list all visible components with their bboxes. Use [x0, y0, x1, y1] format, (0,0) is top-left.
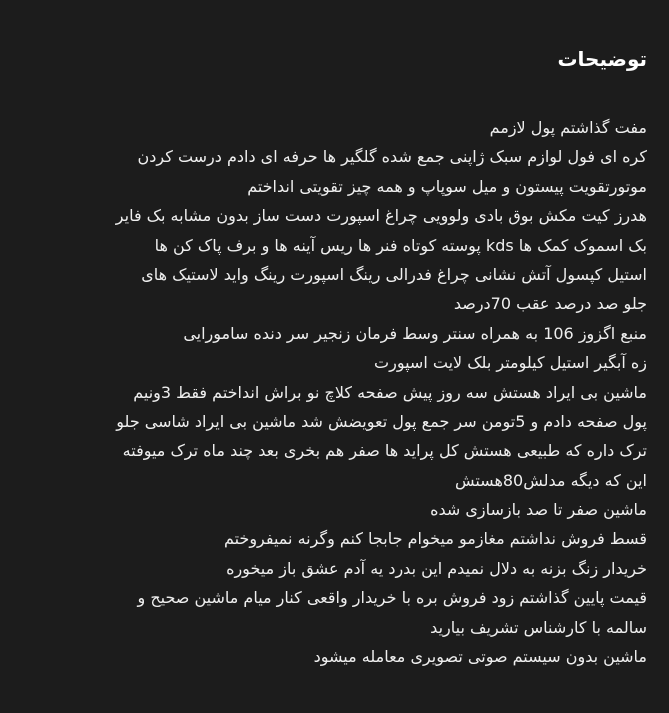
description-line: ماشین بدون سیستم صوتی تصویری معامله میشود	[313, 647, 647, 667]
description-line: موتورتقویت پیستون و میل سوپاپ و همه چیز تقویتی انداختم	[247, 176, 647, 196]
section-title: توضیحات	[557, 47, 647, 71]
description-line: این که دیگه مدلش80هستش	[454, 470, 647, 490]
description-line: جلو صد درصد عقب 70درصد	[453, 294, 647, 314]
description-line: زه آبگیر استیل کیلومتر بلک لایت اسپورت	[374, 353, 647, 373]
description-line: استیل کپسول آتش نشانی چراغ فدرالی رینگ اسپورت رینگ واید لاستیک های	[141, 264, 647, 284]
description-line: کره ای فول لوازم سبک ژاپنی جمع شده گلگیر ها حرفه ای دادم درست کردن	[137, 147, 647, 167]
description-line: پول صفحه دادم و 5تومن سر جمع پول تعویضش شد ماشین بی ایراد شاسی جلو	[116, 411, 647, 431]
description-line: سالمه با کارشناس تشریف بیارید	[430, 617, 647, 637]
description-line: خریدار زنگ بزنه به دلال نمیدم این بدرد یه آدم عشق باز میخوره	[226, 558, 647, 578]
description-line: ترک داره که طبیعی هستش کل پراید ها صفر هم بخری بعد چند ماه ترک میوفته	[122, 441, 647, 461]
description-line: قیمت پایین گذاشتم زود فروش بره با خریدار واقعی کنار میام ماشین صحیح و	[137, 588, 647, 608]
description-line: بک اسموک کمک ها kds پوسته کوتاه فنر ها ریس آینه ها و برف پاک کن ها	[154, 235, 647, 255]
description-line: مفت گذاشتم پول لازمم	[489, 118, 647, 137]
description-line: قسط فروش نداشتم مغازمو میخوام جابجا کنم وگرنه نمیفروختم	[223, 529, 647, 549]
description-line: ماشین بی ایراد هستش سه روز پیش صفحه کلاچ نو براش انداختم فقط 3ونیم	[133, 382, 647, 402]
description-line: ماشین صفر تا صد بازسازی شده	[430, 500, 647, 520]
description-line: منبع اگزوز 106 به همراه سنتر وسط فرمان زنجیر سر دنده سامورایی	[183, 323, 647, 343]
description-text	[17, 113, 647, 671]
description-line: هدرز کیت مکش بوق بادی ولوویی چراغ اسپورت دست ساز بدون مشابه بک فایر	[115, 206, 647, 226]
